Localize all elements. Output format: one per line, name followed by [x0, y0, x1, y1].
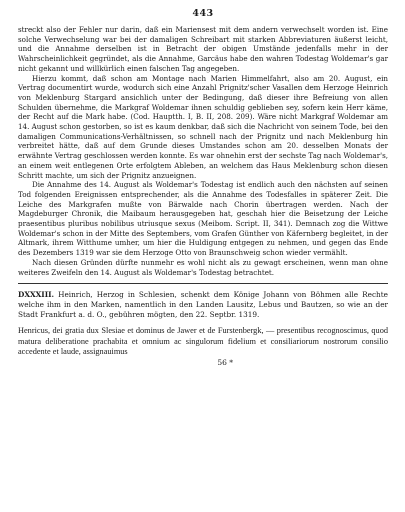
- paragraph-2: Hierzu kommt, daß schon am Montage nach Marien Himmelfahrt, also am 20. August, ein Vertrag documentirt wurde, wodurch sich eine Anzahl Prignitz'scher Vasallen dem Herzoge Heinrich von Meklenburg Stargard ansichlich unter der Bedingung, daß dieser ihre Befreiung von allen Schulden übernehme, die Markgraf Woldemar ihnen schuldig geblieben sey, sofern kein Herr käme, der Recht auf die Mark habe. (Cod. Hauptth. I, B. II, 208. 209). Wäre nicht Markgraf Woldemar am 14. August schon gestorben, so ist es kaum denkbar, daß sich die Nachricht von seinem Tode, bei den damaligen Communications-Verhältnissen, so schnell nach der Prignitz und nach Meklenburg hin verbreitet hätte, daß auf dem Grunde dieses Umstandes schon am 20. desselben Monats der erwähnte Vertrag geschlossen werden konnte. Es war ohnehin erst der sechste Tag nach Woldemar's, an einem weit entlegenen Orte erfolgtem Ableben, an welchem das Haus Meklenburg schon diesen Schritt machte, um sich der Prignitz anzueignen.: [18, 73, 388, 180]
- paragraph-3: Die Annahme des 14. August als Woldemar's Todestag ist endlich auch den nächsten auf seinen Tod folgenden Ereignissen entsprechender, als die Annahme des Todesfalles in späterer Zeit. Die Leiche des Markgrafen mußte von Bärwalde nach Chorin übertragen werden. Nach der Magdeburger Chronik, die Maibaum herausgegeben hat, geschah hier die Beisetzung der Leiche praesentibus pluribus nobilibus utriusque sexus (Meibom. Script. II, 341). Demnach zog die Wittwe Woldemar's schon in der Mitte des Septembers, vom Grafen Günther von Käfernberg begleitet, in der Altmark, ihrem Witthume umher, um hier die Huldigung entgegen zu nehmen, und gegen das Ende des Dezembers 1319 war sie dem Herzoge Otto von Braunschweig schon wieder vermählt.: [18, 180, 388, 258]
- page-number: 443: [192, 8, 214, 19]
- paragraph-4: Nach diesen Gründen dürfte nunmehr es wohl nicht als zu gewagt erscheinen, wenn man ohne weiteres Zweifeln den 14. August als Woldemar's Todestag betrachtet.: [18, 257, 388, 277]
- latin-text: Henricus, dei gratia dux Slesiae et dominus de Jawer et de Furstenbergk, — presentibus recognoscimus, quod matura deliberatione prachabita et omnium ac singulorum fidelium et consiliariorum nostrorum consilio accedente et laude, assignauimus: [18, 326, 388, 357]
- book-page: [18, 8, 388, 367]
- signature-mark: 56 *: [217, 357, 233, 367]
- section-divider: [18, 283, 388, 284]
- document-number: DXXXIII.: [18, 290, 55, 300]
- document-title: Heinrich, Herzog in Schlesien, schenkt dem Könige Johann von Böhmen alle Rechte welche ihm in den Marken, namentlich in den Landen Lausitz, Lebus und Bautzen, so wie an der Stadt Frankfurt a. d. O., gebühren mögten, den 22. Septbr. 1319.: [18, 290, 388, 320]
- document-heading: [18, 290, 388, 320]
- paragraph-1: streckt also der Fehler nur darin, daß ein Mariensest mit dem andern verwechselt worden ist. Eine solche Verwechselung war bei der damaligen Schreibart mit starken Abbreviaturen äußerst leicht, und die Annahme derselben ist in Betracht der obigen Umstände jedenfalls mehr in der Wahrscheinlichkeit gegründet, als die Annahme, Garcäus habe den wahren Todestag Woldemar's gar nicht gekannt und willkürlich einen falschen Tag angegeben.: [18, 25, 388, 73]
